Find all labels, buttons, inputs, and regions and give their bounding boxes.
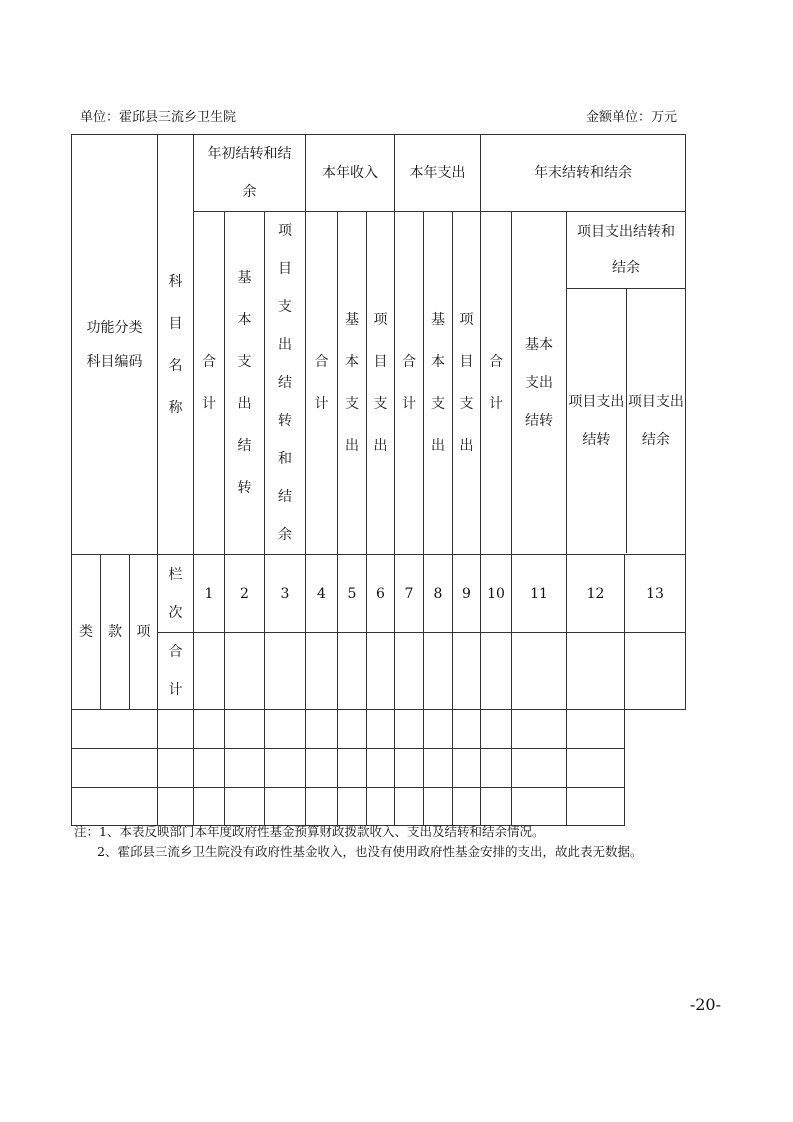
kuan-label: 款 [101, 555, 130, 710]
amount-unit-label: 金额单位：万元 [585, 110, 677, 125]
table-cell [481, 633, 512, 710]
function-code-header: 功能分类科目编码 [72, 135, 158, 555]
lanci-label: 栏次 [158, 555, 194, 633]
note-1: 注：1、本表反映部门本年度政府性基金预算财政拨款收入、支出及结转和结余情况。 [74, 824, 545, 839]
government-fund-table [71, 134, 686, 826]
table-cell [567, 633, 625, 710]
col-number-10: 10 [481, 555, 512, 633]
table-cell [625, 633, 686, 710]
end-basic-carryover-header: 基本支出结转 [512, 212, 567, 555]
end-project-balance-header: 项目支出结余 [627, 393, 684, 448]
col-number-2: 2 [225, 555, 265, 633]
col-number-4: 4 [306, 555, 338, 633]
end-project-carryover-header: 项目支出结转 [567, 288, 626, 553]
begin-basic-carryover-header: 基本支出结转 [225, 212, 265, 555]
expense-basic-header: 基本支出 [424, 212, 453, 555]
table-cell [367, 633, 395, 710]
heji-label: 合计 [158, 633, 194, 710]
col-number-11: 11 [512, 555, 567, 633]
table-row [72, 710, 686, 749]
xiang-label: 项 [130, 555, 158, 710]
col-number-8: 8 [424, 555, 453, 633]
col-number-13: 13 [625, 555, 686, 633]
notes [74, 822, 642, 862]
subject-name-header: 科目名称 [158, 135, 194, 555]
table-row [72, 749, 686, 788]
income-total-header: 合计 [306, 212, 338, 555]
begin-balance-header: 年初结转和结余 [194, 135, 306, 212]
table-row [72, 788, 686, 826]
col-number-12: 12 [567, 555, 625, 633]
table-cell [194, 633, 225, 710]
table-cell [395, 633, 424, 710]
end-total-header: 合计 [481, 212, 512, 555]
page-number: -20- [689, 995, 721, 1014]
unit-label: 单位：霍邱县三流乡卫生院 [80, 110, 237, 125]
table-cell [512, 633, 567, 710]
income-basic-header: 基本支出 [338, 212, 367, 555]
col-number-3: 3 [265, 555, 306, 633]
table-cell [225, 633, 265, 710]
col-number-7: 7 [395, 555, 424, 633]
table-cell [338, 633, 367, 710]
table-cell [453, 633, 481, 710]
begin-total-header: 合计 [194, 212, 225, 555]
col-number-6: 6 [367, 555, 395, 633]
note-2: 2、霍邱县三流乡卫生院没有政府性基金收入，也没有使用政府性基金安排的支出，故此表无数据。 [97, 844, 643, 859]
col-number-9: 9 [453, 555, 481, 633]
col-number-5: 5 [338, 555, 367, 633]
expense-header: 本年支出 [395, 135, 481, 212]
col-number-1: 1 [194, 555, 225, 633]
income-header: 本年收入 [306, 135, 395, 212]
end-project-group [567, 212, 686, 555]
lei-label: 类 [72, 555, 101, 710]
end-project-group-header: 项目支出结转和结余 [567, 212, 685, 288]
income-project-header: 项目支出 [367, 212, 395, 555]
end-balance-header: 年末结转和结余 [481, 135, 686, 212]
table-cell [265, 633, 306, 710]
expense-project-header: 项目支出 [453, 212, 481, 555]
expense-total-header: 合计 [395, 212, 424, 555]
table-cell [424, 633, 453, 710]
table-cell [306, 633, 338, 710]
begin-project-carryover-header: 项目支出结转和结余 [265, 212, 306, 555]
